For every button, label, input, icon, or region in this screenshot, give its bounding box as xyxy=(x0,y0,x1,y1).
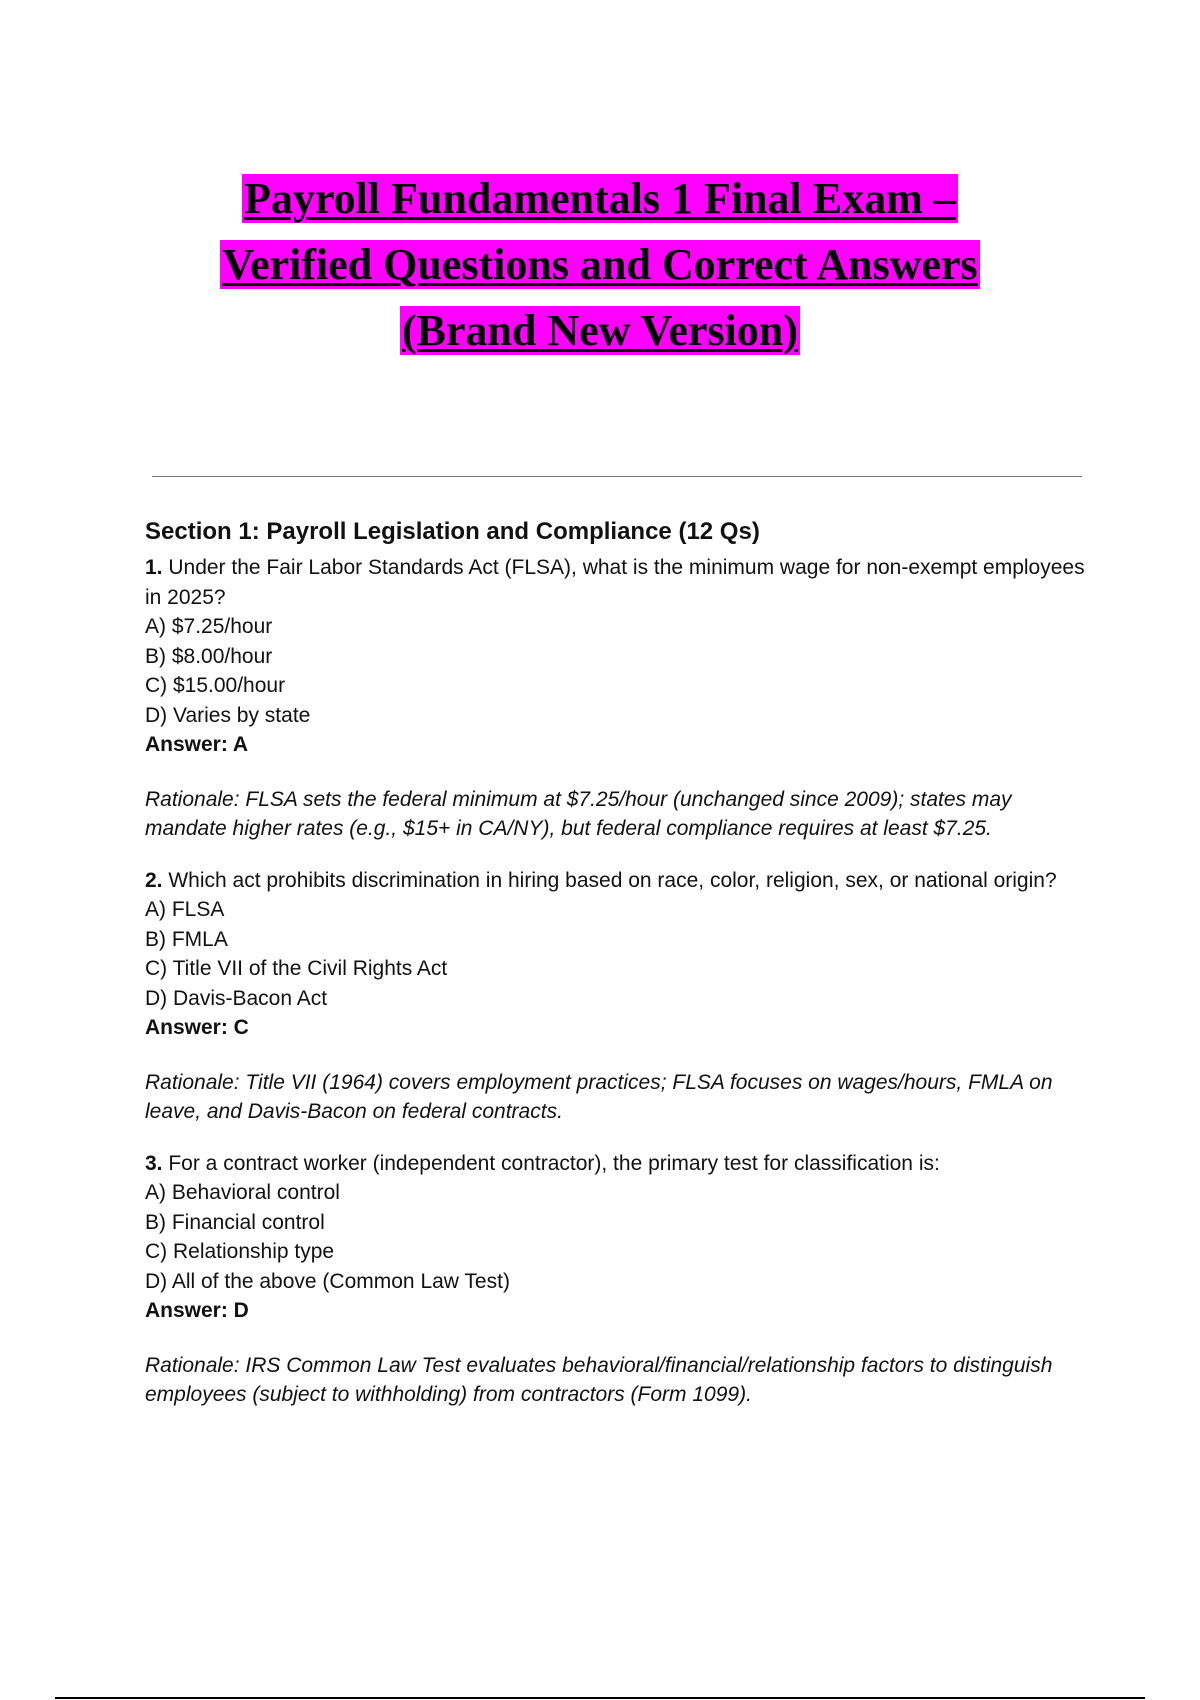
question-stem: For a contract worker (independent contractor), the primary test for classification is: xyxy=(162,1151,940,1175)
option-d: D) Varies by state xyxy=(145,703,311,727)
section-heading: Section 1: Payroll Legislation and Compliance (12 Qs) xyxy=(145,518,760,545)
question-block-2 xyxy=(145,866,1085,1127)
title-line-1-text: Payroll Fundamentals 1 Final Exam – xyxy=(244,174,956,223)
answer-line: Answer: D xyxy=(145,1299,249,1322)
option-c: C) $15.00/hour xyxy=(145,674,286,697)
option-d: D) Davis-Bacon Act xyxy=(145,986,328,1010)
answer-line: Answer: C xyxy=(145,1016,249,1039)
title-line-3-text: (Brand New Version) xyxy=(401,306,799,355)
question-text-2 xyxy=(145,866,1085,896)
rationale-text: Rationale: Title VII (1964) covers employment practices; FLSA focuses on wages/hours, FMLA on leave, and Davis-Bacon on federal contracts. xyxy=(145,1070,1053,1123)
rationale-text: Rationale: IRS Common Law Test evaluates behavioral/financial/relationship factors to distinguish employees (subject to withholding) from contractors (Form 1099). xyxy=(145,1353,1053,1406)
option-c: C) Relationship type xyxy=(145,1240,335,1263)
title-line-3 xyxy=(0,298,1200,364)
option-a: A) Behavioral control xyxy=(145,1181,340,1204)
option-a: A) $7.25/hour xyxy=(145,615,273,638)
option-a: A) FLSA xyxy=(145,898,225,921)
question-text-3 xyxy=(145,1149,1085,1179)
option-c: C) Title VII of the Civil Rights Act xyxy=(145,957,448,980)
title-line-2 xyxy=(0,232,1200,298)
answer-line: Answer: A xyxy=(145,733,249,756)
question-block-1 xyxy=(145,553,1085,844)
question-stem: Under the Fair Labor Standards Act (FLSA), what is the minimum wage for non-exempt employees in 2025? xyxy=(145,556,1085,609)
option-d: D) All of the above (Common Law Test) xyxy=(145,1269,510,1293)
option-b: B) $8.00/hour xyxy=(145,644,273,668)
horizontal-divider xyxy=(152,476,1082,477)
question-stem: Which act prohibits discrimination in hiring based on race, color, religion, sex, or national origin? xyxy=(162,868,1057,892)
footer-rule xyxy=(55,1697,1145,1699)
document-title xyxy=(0,166,1200,364)
question-text-1 xyxy=(145,553,1085,612)
option-b: B) Financial control xyxy=(145,1210,325,1234)
question-number: 3. xyxy=(145,1151,163,1175)
question-number: 2. xyxy=(145,868,163,892)
title-line-1 xyxy=(0,166,1200,232)
question-block-3 xyxy=(145,1149,1085,1410)
title-line-2-text: Verified Questions and Correct Answers xyxy=(222,240,978,289)
rationale-text: Rationale: FLSA sets the federal minimum at $7.25/hour (unchanged since 2009); states may mandate higher rates (e.g., $15+ in CA/NY), but federal compliance requires at least $7.25. xyxy=(145,787,1012,840)
option-b: B) FMLA xyxy=(145,927,228,951)
document-body xyxy=(145,515,1085,1432)
question-number: 1. xyxy=(145,556,163,579)
